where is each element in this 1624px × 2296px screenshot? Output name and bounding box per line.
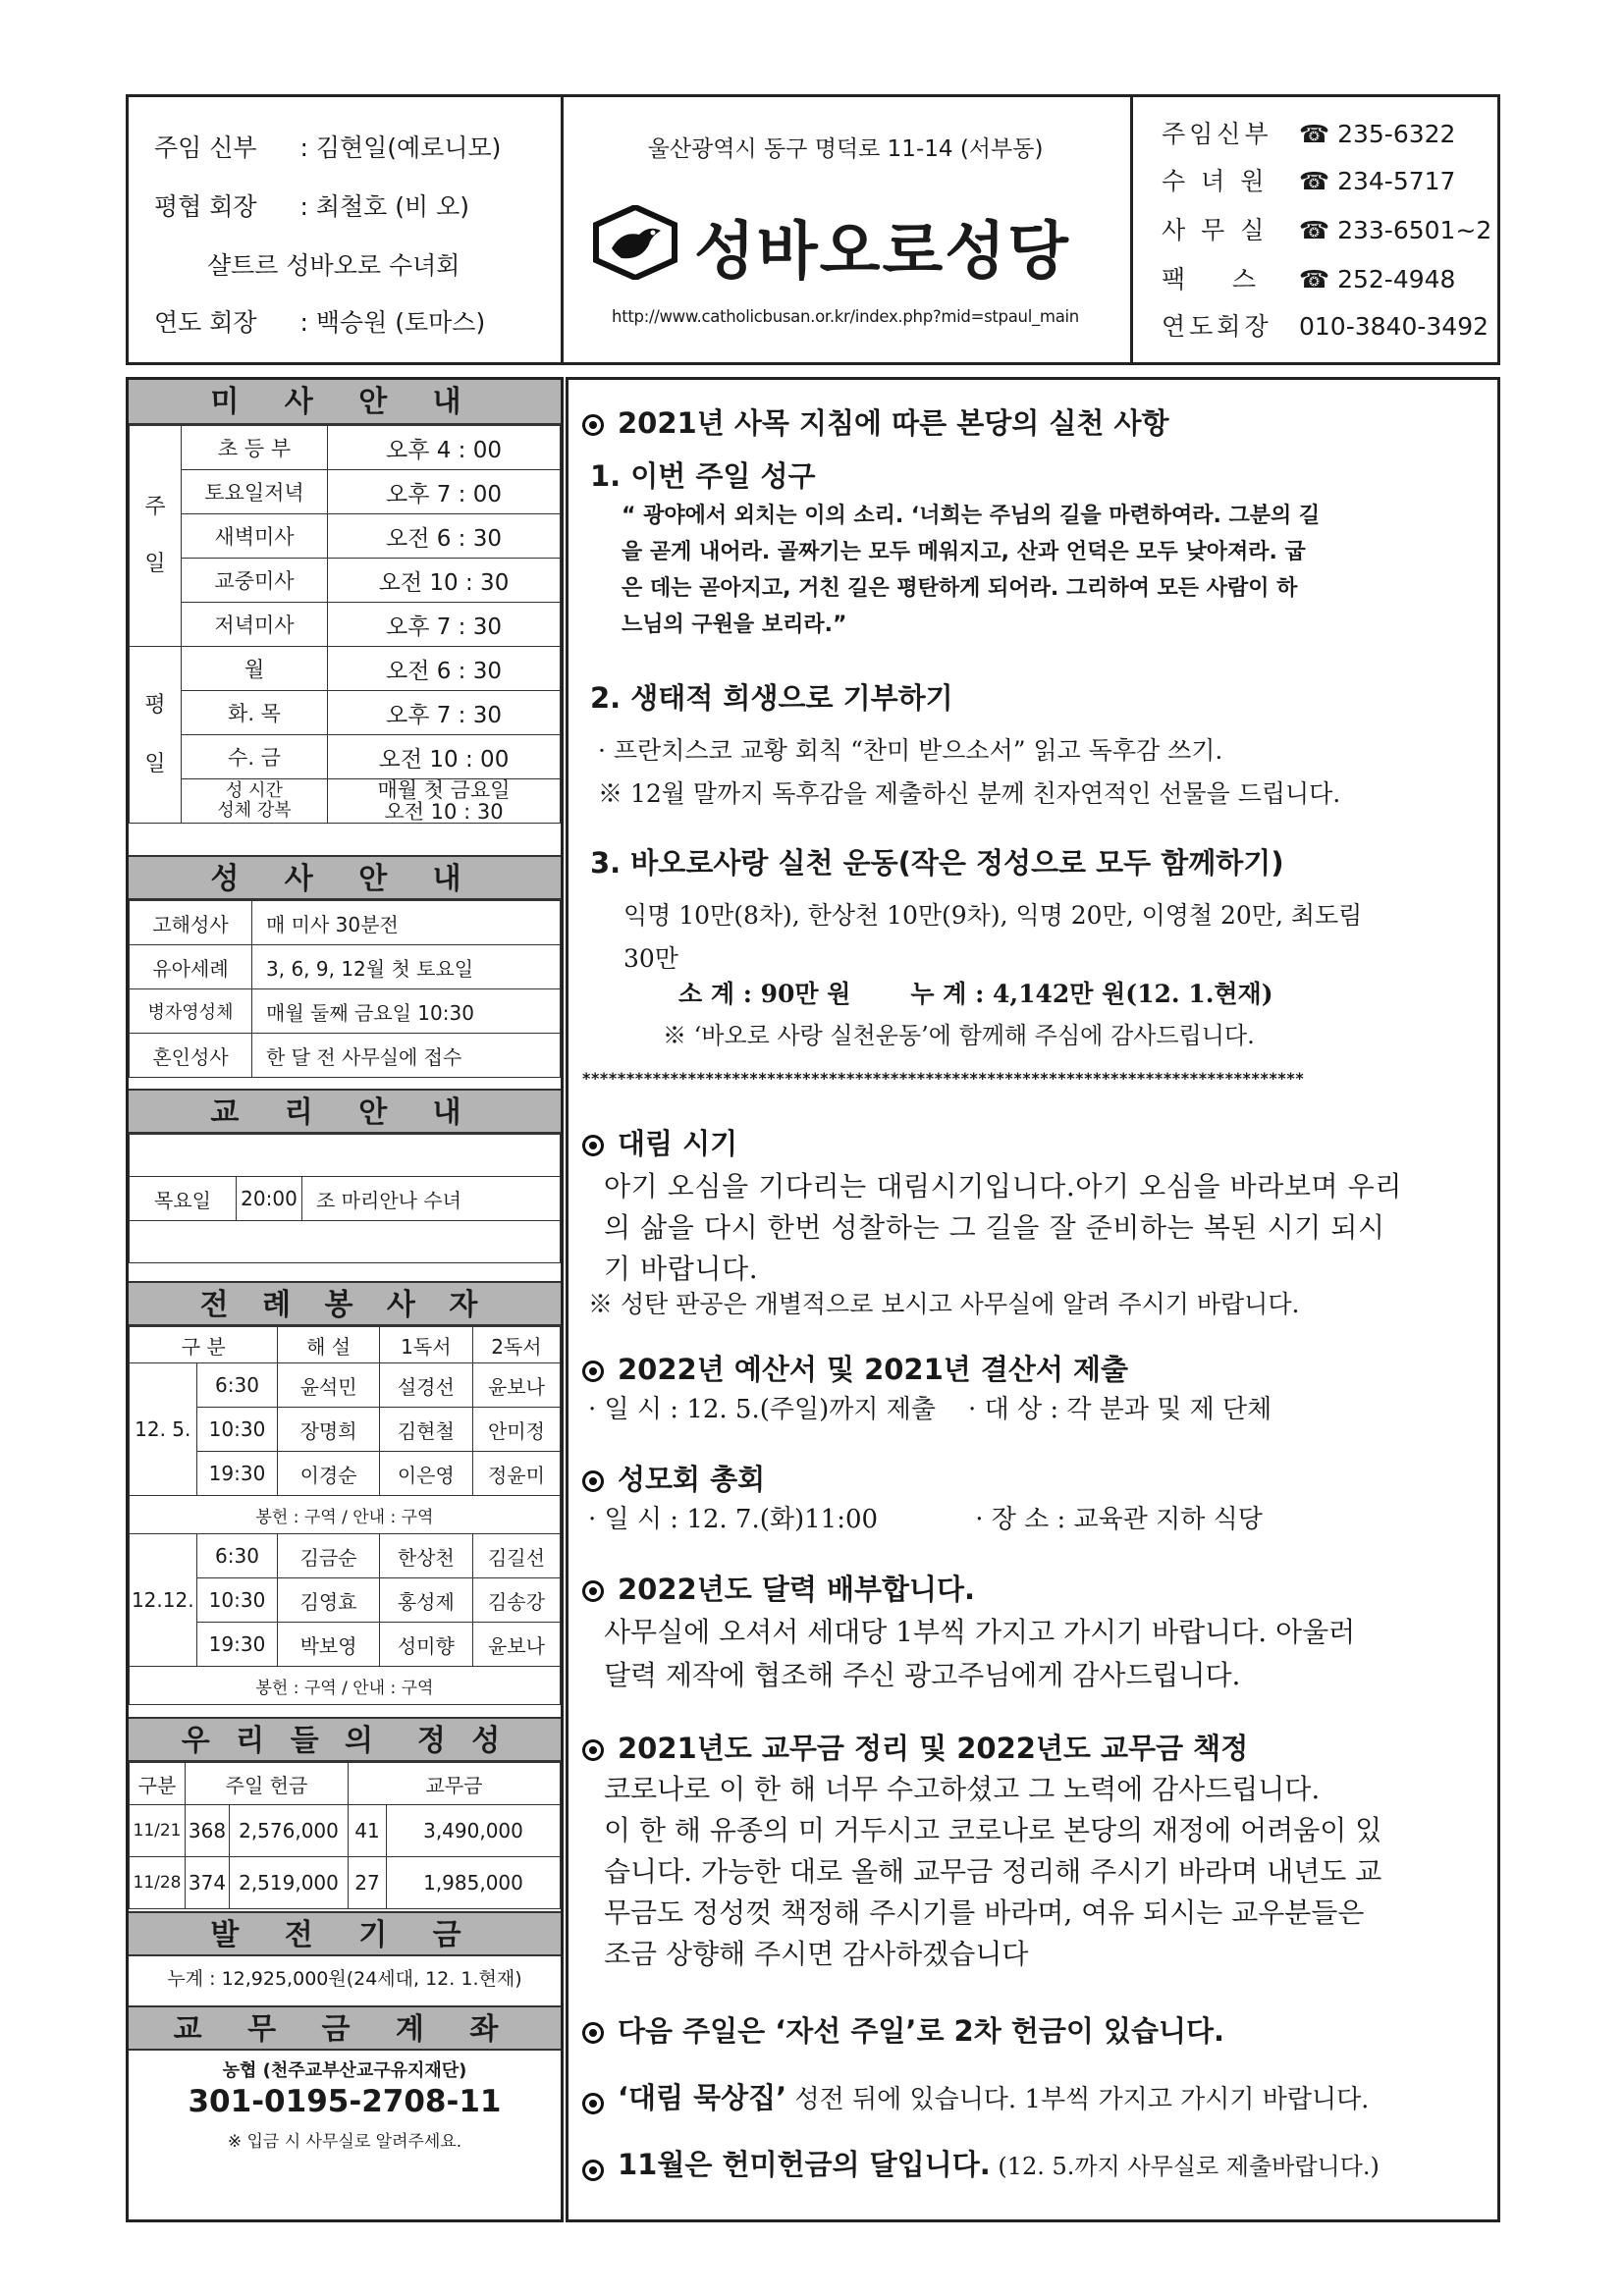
mass-name: 월 (182, 647, 328, 691)
sum-line: 소 계 : 90만 원 누 계 : 4,142만 원(12. 1.현재) (678, 980, 1273, 1008)
liturgy-cell: 이은영 (379, 1452, 472, 1496)
church-url[interactable]: http://www.catholicbusan.or.kr/index.php?mid=stpaul_main (612, 307, 1079, 326)
table-row (130, 1327, 561, 1363)
body-line: ※ 12월 말까지 독후감을 제출하신 분께 친자연적인 선물을 드립니다. (598, 779, 1341, 808)
body-line: 코로나로 이 한 해 너무 수고하셨고 그 노력에 감사드립니다. (604, 1773, 1321, 1805)
liturgy-header: 구 분 (130, 1327, 278, 1363)
heading-text: 2021년 사목 지침에 따른 본당의 실천 사항 (618, 406, 1169, 440)
section-heading (582, 1568, 975, 1608)
section-heading (582, 1727, 1248, 1767)
bullet-icon (582, 2160, 604, 2181)
bullet-icon (582, 1580, 604, 1602)
liturgy-cell: 윤보나 (472, 1363, 560, 1408)
liturgy-cell: 김현철 (379, 1408, 472, 1452)
body-line: · 프란치스코 교황 회칙 “찬미 받으소서” 읽고 독후감 쓰기. (598, 736, 1223, 765)
dove-logo-icon (588, 205, 682, 280)
header-box (126, 94, 1500, 365)
section-heading (582, 2076, 1369, 2116)
body-line: 사무실에 오셔서 세대당 1부씩 가지고 가시기 바랍니다. 아울러 (604, 1616, 1356, 1648)
mass-time: 오전 10 : 00 (328, 735, 561, 779)
body-line: · 일 시 : 12. 5.(주일)까지 제출 · 대 상 : 각 분과 및 제 단체 (588, 1395, 1272, 1424)
mass-name: 저녁미사 (182, 603, 328, 647)
liturgy-time: 19:30 (196, 1623, 278, 1667)
section-heading (582, 1458, 765, 1498)
table-row (130, 514, 561, 559)
table-row (130, 647, 561, 691)
table-row (130, 1363, 561, 1408)
sacrament-value: 한 달 전 사무실에 접수 (252, 1034, 561, 1078)
table-row (130, 945, 561, 989)
bullet-icon (582, 1739, 604, 1761)
offering-count: 41 (349, 1805, 387, 1857)
header-left-label: 연도 회장 (154, 308, 257, 337)
catechism-who: 조 마리안나 수녀 (302, 1177, 561, 1221)
offering-date: 11/28 (130, 1857, 186, 1909)
liturgy-cell: 성미향 (379, 1623, 472, 1667)
liturgy-cell: 김영효 (278, 1578, 379, 1623)
phone-value: 010-3840-3492 (1299, 312, 1489, 341)
liturgy-cell: 윤석민 (278, 1363, 379, 1408)
header-left (129, 97, 564, 362)
table-row (130, 603, 561, 647)
scripture-line: 을 곧게 내어라. 골짜기는 모두 메워지고, 산과 언덕은 모두 낮아져라. 굽 (622, 540, 1306, 564)
header-left-label: 주임 신부 (154, 133, 257, 162)
heading-text: 2022년도 달력 배부합니다. (618, 1573, 976, 1606)
table-row (130, 735, 561, 779)
table-row (130, 1805, 561, 1857)
section-heading (582, 401, 1169, 442)
account-title: 교 무 금 계 좌 (129, 2005, 561, 2051)
mass-time: 오후 7 : 00 (328, 470, 561, 514)
body-line: 기 바랍니다. (604, 1253, 759, 1285)
bullet-icon (582, 2022, 604, 2044)
heading-text: ‘대림 묵상집’ (618, 2081, 787, 2114)
offering-header: 구분 (130, 1763, 186, 1805)
bullet-icon (582, 2093, 604, 2114)
header-phones (1140, 97, 1497, 362)
sacrament-name: 혼인성사 (130, 1034, 252, 1078)
liturgy-note: 봉헌 : 구역 / 안내 : 구역 (130, 1667, 561, 1705)
heading-text: 대림 시기 (618, 1127, 738, 1160)
catechism-day: 목요일 (130, 1177, 237, 1221)
section-heading (582, 2143, 1380, 2183)
heading-text: 2021년도 교무금 정리 및 2022년도 교무금 책정 (618, 1732, 1249, 1765)
offering-count: 27 (349, 1857, 387, 1909)
table-row (130, 901, 561, 945)
mass-title: 미 사 안 내 (129, 380, 561, 425)
liturgy-cell: 홍성제 (379, 1578, 472, 1623)
section-heading (582, 1122, 737, 1162)
liturgy-date: 12.12. (130, 1534, 197, 1667)
phone-label: 사 무 실 (1162, 216, 1269, 244)
mass-name: 교중미사 (182, 559, 328, 603)
table-row (130, 1177, 561, 1221)
liturgy-note: 봉헌 : 구역 / 안내 : 구역 (130, 1496, 561, 1534)
sacrament-value: 3, 6, 9, 12월 첫 토요일 (252, 945, 561, 989)
body-line: 30만 (623, 944, 678, 973)
catechism-time: 20:00 (237, 1177, 302, 1221)
liturgy-cell: 안미정 (472, 1408, 560, 1452)
body-line: ※ 성탄 판공은 개별적으로 보시고 사무실에 알려 주시기 바랍니다. (588, 1290, 1300, 1318)
table-row (130, 1496, 561, 1534)
body-line: 달력 제작에 협조해 주신 광고주님에게 감사드립니다. (604, 1659, 1241, 1691)
table-row (130, 779, 561, 824)
phone-value: ☎ 252-4948 (1299, 265, 1456, 294)
body-line: 이 한 해 유종의 미 거두시고 코로나로 본당의 재정에 어려움이 있 (604, 1814, 1382, 1846)
mass-time: 오후 4 : 00 (328, 426, 561, 470)
table-row (130, 1857, 561, 1909)
heading-text: 11월은 헌미헌금의 달입니다. (618, 2148, 991, 2181)
phone-value: ☎ 233-6501~2 (1299, 216, 1492, 244)
heading-text: 2022년 예산서 및 2021년 결산서 제출 (618, 1353, 1129, 1386)
address: 울산광역시 동구 명덕로 11-14 (서부동) (647, 136, 1044, 162)
liturgy-header: 1독서 (379, 1327, 472, 1363)
liturgy-cell: 설경선 (379, 1363, 472, 1408)
offering-header: 주일 헌금 (186, 1763, 349, 1805)
table-row (130, 989, 561, 1034)
account-number: 301-0195-2708-11 (188, 2084, 502, 2119)
phone-label: 팩 스 (1162, 265, 1256, 294)
weekday-label: 평 (144, 692, 166, 718)
offering-amount: 1,985,000 (387, 1857, 561, 1909)
catechism-table (129, 1134, 561, 1263)
heading-text: 다음 주일은 ‘자선 주일’로 2차 헌금이 있습니다. (618, 2014, 1225, 2048)
table-row (130, 691, 561, 735)
body-line: 의 삶을 다시 한번 성찰하는 그 길을 잘 준비하는 복된 시기 되시 (604, 1211, 1385, 1244)
header-left-value: : 김현일(예로니모) (299, 133, 502, 162)
bullet-icon (582, 414, 604, 436)
liturgy-cell: 한상천 (379, 1534, 472, 1578)
subsection-heading: 2. 생태적 희생으로 기부하기 (590, 681, 953, 715)
main-content (566, 377, 1500, 2222)
liturgy-cell: 정윤미 (472, 1452, 560, 1496)
liturgy-time: 6:30 (196, 1363, 278, 1408)
liturgy-time: 10:30 (196, 1578, 278, 1623)
subsection-heading: 1. 이번 주일 성구 (590, 459, 816, 493)
header-left-value: 샬트르 성바오로 수녀회 (207, 251, 460, 280)
weekday-label: 일 (144, 751, 166, 776)
scripture-line: 느님의 구원을 보리라.” (622, 613, 847, 637)
header-left-value: : 백승원 (토마스) (299, 308, 486, 337)
sacrament-name: 병자영성체 (130, 989, 252, 1034)
heading-text: 성모회 총회 (618, 1463, 766, 1496)
offering-amount: 2,576,000 (230, 1805, 349, 1857)
phone-label: 주임신부 (1162, 120, 1272, 148)
offering-date: 11/21 (130, 1805, 186, 1857)
table-row (130, 1034, 561, 1078)
mass-time: 오전 6 : 30 (328, 647, 561, 691)
sacrament-value: 매 미사 30분전 (252, 901, 561, 945)
liturgy-cell: 김금순 (278, 1534, 379, 1578)
sacrament-name: 고해성사 (130, 901, 252, 945)
header-left-value: : 최철호 (비 오) (299, 192, 469, 221)
phone-value: ☎ 234-5717 (1299, 167, 1456, 195)
body-line: 습니다. 가능한 대로 올해 교무금 정리해 주시기 바라며 내년도 교 (604, 1855, 1382, 1888)
sunday-label: 일 (144, 552, 166, 576)
bullet-icon (582, 1135, 604, 1156)
thanks-line: ※ ‘바오로 사랑 실천운동’에 함께해 주심에 감사드립니다. (663, 1022, 1255, 1049)
liturgy-cell: 이경순 (278, 1452, 379, 1496)
phone-label: 연도회장 (1162, 312, 1272, 341)
phone-value: ☎ 235-6322 (1299, 120, 1456, 148)
liturgy-header: 2독서 (472, 1327, 560, 1363)
table-row (130, 1221, 561, 1263)
section-heading (582, 2009, 1224, 2050)
mass-table (129, 425, 561, 824)
mass-name: 새벽미사 (182, 514, 328, 559)
mass-time: 오전 10 : 30 (328, 559, 561, 603)
sidebar (126, 377, 564, 2222)
liturgy-cell: 김길선 (472, 1534, 560, 1578)
liturgy-cell: 김송강 (472, 1578, 560, 1623)
mass-name: 토요일저녁 (182, 470, 328, 514)
offering-amount: 2,519,000 (230, 1857, 349, 1909)
sacrament-value: 매월 둘째 금요일 10:30 (252, 989, 561, 1034)
table-row (130, 426, 561, 470)
liturgy-cell: 장명희 (278, 1408, 379, 1452)
body-line: 무금도 정성껏 책정해 주시기를 바라며, 여유 되시는 교우분들은 (604, 1896, 1365, 1929)
liturgy-table (129, 1326, 561, 1705)
section-heading (582, 1348, 1128, 1388)
liturgy-time: 10:30 (196, 1408, 278, 1452)
offering-title: 우 리 들 의 정 성 (129, 1717, 561, 1762)
scripture-line: 은 데는 곧아지고, 거친 길은 평탄하게 되어라. 그리하여 모든 사람이 하 (622, 576, 1298, 601)
account-note: ※ 입금 시 사무실로 알려주세요. (227, 2132, 462, 2152)
liturgy-cell: 박보영 (278, 1623, 379, 1667)
mass-name: 초 등 부 (182, 426, 328, 470)
body-line: 성전 뒤에 있습니다. 1부씩 가지고 가시기 바랍니다. (786, 2085, 1370, 2114)
scripture-text (622, 498, 1500, 643)
table-row (130, 1667, 561, 1705)
development-title: 발 전 기 금 (129, 1911, 561, 1956)
liturgy-time: 19:30 (196, 1452, 278, 1496)
table-row (130, 470, 561, 514)
offering-table (129, 1762, 561, 1909)
bullet-icon (582, 1361, 604, 1382)
mass-name: 수. 금 (182, 735, 328, 779)
subsection-heading: 3. 바오로사랑 실천 운동(작은 정성으로 모두 함께하기) (590, 846, 1284, 880)
body-line: 익명 10만(8차), 한상천 10만(9차), 익명 20만, 이영철 20만, 최도림 (623, 901, 1363, 930)
mass-time: 오후 7 : 30 (328, 603, 561, 647)
church-name: 성바오로성당 (694, 216, 1070, 289)
table-row (130, 1534, 561, 1578)
bullet-icon (582, 1470, 604, 1492)
table-row (130, 1135, 561, 1177)
sacraments-title: 성 사 안 내 (129, 855, 561, 900)
liturgy-date: 12. 5. (130, 1363, 197, 1496)
body-line: 아기 오심을 기다리는 대림시기입니다.아기 오심을 바라보며 우리 (604, 1170, 1403, 1202)
offering-count: 368 (186, 1805, 230, 1857)
mass-time: 오전 6 : 30 (328, 514, 561, 559)
liturgy-title: 전 례 봉 사 자 (129, 1281, 561, 1326)
header-center (561, 97, 1133, 362)
body-line: (12. 5.까지 사무실로 제출바랍니다.) (990, 2153, 1380, 2180)
development-text: 누계 : 12,925,000원(24세대, 12. 1.현재) (167, 1968, 522, 1990)
sunday-label: 주 (144, 495, 166, 519)
scripture-line: “ 광야에서 외치는 이의 소리. ‘너희는 주님의 길을 마련하여라. 그분의 길 (622, 504, 1321, 528)
body-line: · 일 시 : 12. 7.(화)11:00 · 장 소 : 교육관 지하 식당 (588, 1505, 1263, 1534)
table-row (130, 1763, 561, 1805)
offering-header: 교무금 (349, 1763, 561, 1805)
divider: ********************************************************************************** (582, 1069, 1305, 1088)
mass-name: 화. 목 (182, 691, 328, 735)
table-row (130, 559, 561, 603)
liturgy-header: 해 설 (278, 1327, 379, 1363)
mass-name: 성 시간 성체 강복 (182, 779, 328, 824)
account-bank: 농협 (천주교부산교구유지재단) (222, 2060, 467, 2081)
phone-label: 수 녀 원 (1162, 167, 1269, 195)
catechism-title: 교 리 안 내 (129, 1089, 561, 1134)
liturgy-cell: 윤보나 (472, 1623, 560, 1667)
sacrament-name: 유아세례 (130, 945, 252, 989)
liturgy-time: 6:30 (196, 1534, 278, 1578)
mass-time: 오후 7 : 30 (328, 691, 561, 735)
mass-time: 매월 첫 금요일 오전 10 : 30 (328, 779, 561, 824)
header-left-label: 평협 회장 (154, 192, 257, 221)
body-line: 조금 상향해 주시면 감사하겠습니다 (604, 1938, 1029, 1970)
offering-amount: 3,490,000 (387, 1805, 561, 1857)
offering-count: 374 (186, 1857, 230, 1909)
sacraments-table (129, 900, 561, 1078)
